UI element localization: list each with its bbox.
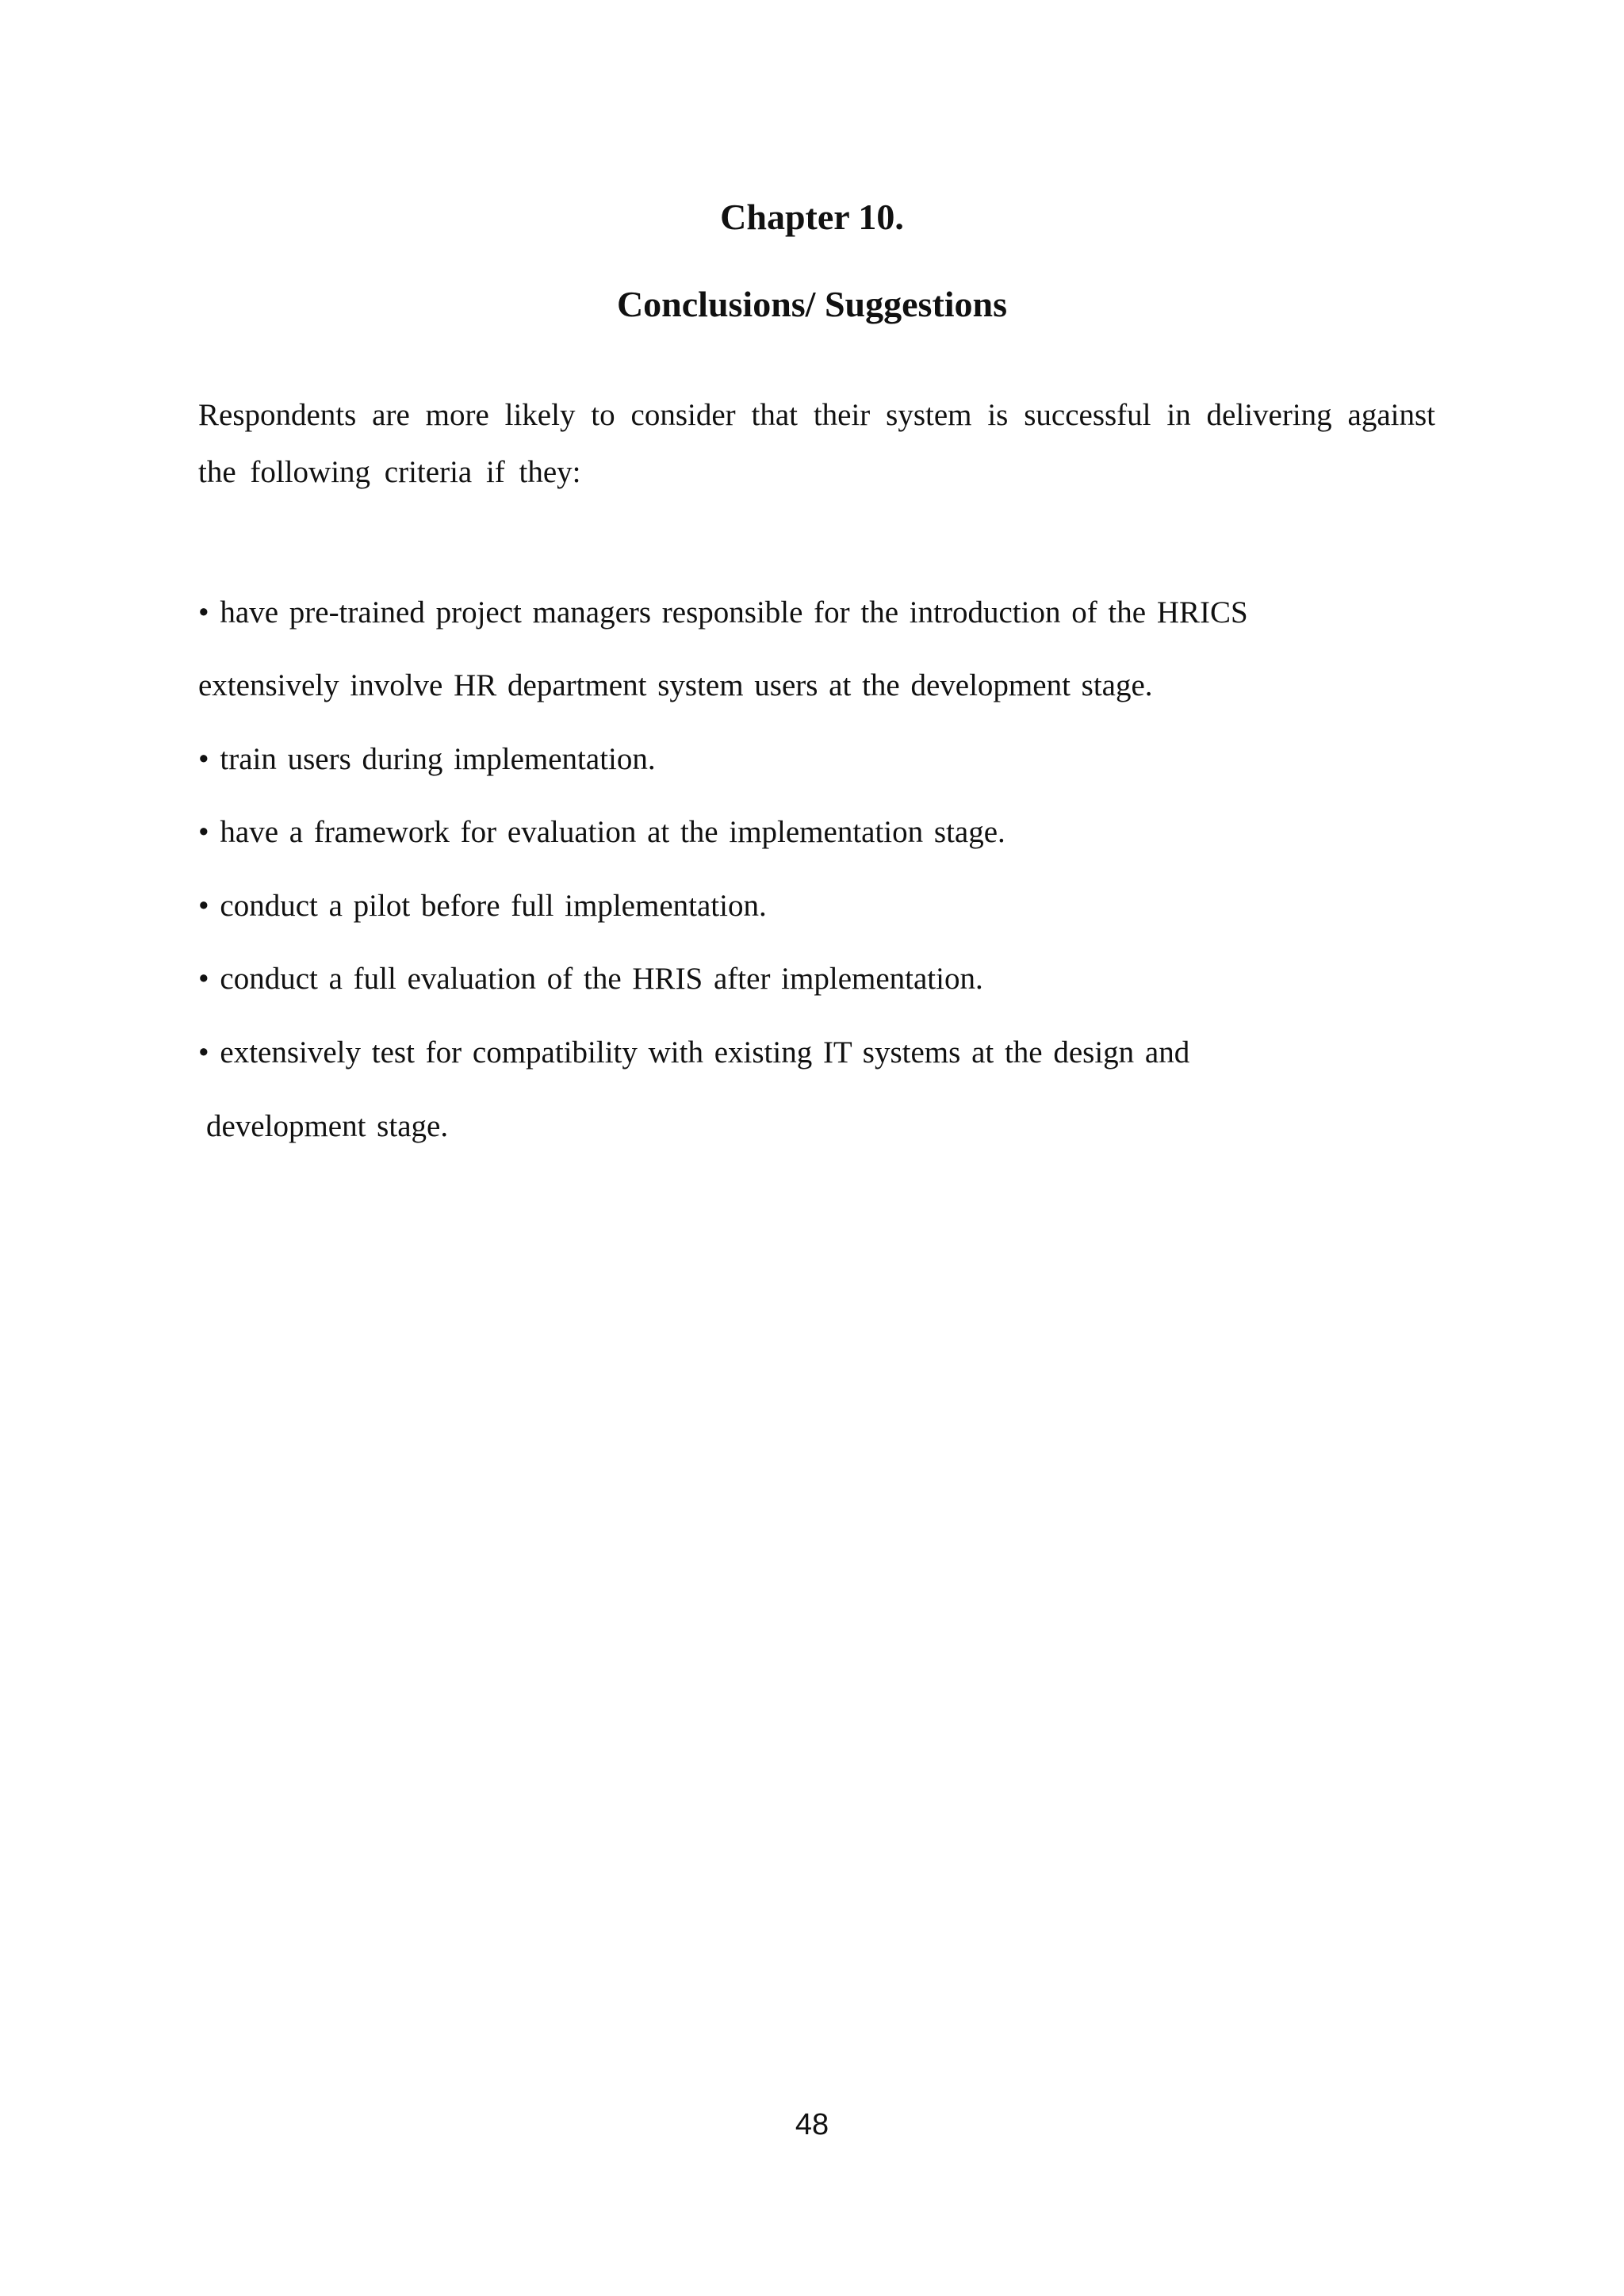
criteria-line: • have pre-trained project managers responsible for the introduction of the HRICS <box>198 595 1248 629</box>
criteria-line: extensively involve HR department system users at the development stage. <box>198 668 1153 702</box>
page-number: 48 <box>795 2108 829 2141</box>
criteria-line: • conduct a pilot before full implementation. <box>198 889 767 923</box>
chapter-number: Chapter 10. <box>720 197 904 237</box>
intro-paragraph: Respondents are more likely to consider that their system is successful in delivering against the following criteria if they: <box>198 398 1435 489</box>
criteria-line: • train users during implementation. <box>198 742 656 776</box>
criteria-line: • conduct a full evaluation of the HRIS after implementation. <box>198 962 983 996</box>
criteria-line: • extensively test for compatibility with existing IT systems at the design and <box>198 1035 1190 1070</box>
criteria-line: development stage. <box>206 1109 449 1143</box>
chapter-title: Conclusions/ Suggestions <box>616 284 1008 324</box>
criteria-line: • have a framework for evaluation at the implementation stage. <box>198 815 1005 849</box>
